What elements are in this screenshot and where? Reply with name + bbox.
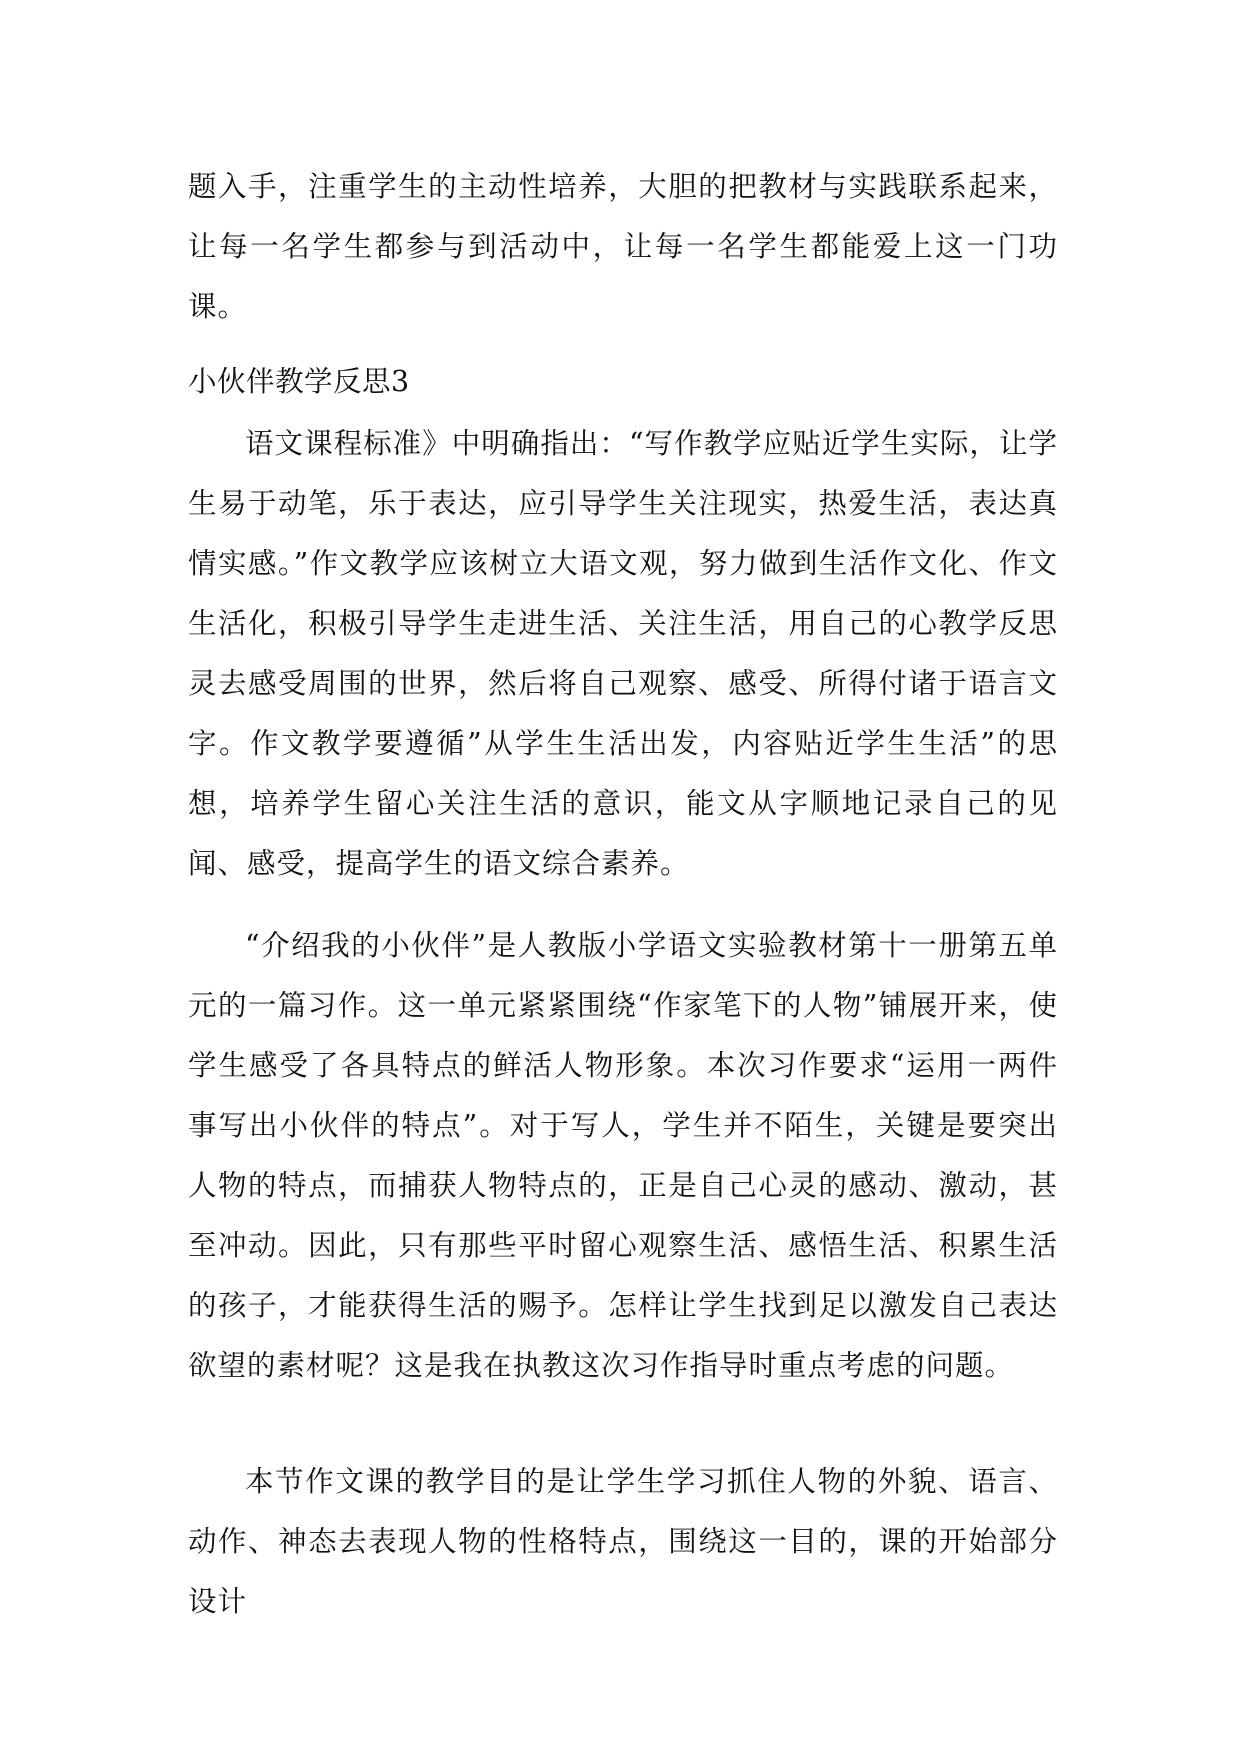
paragraph-3: 本节作文课的教学目的是让学生学习抓住人物的外貌、语言、动作、神态去表现人物的性格特点，围绕这一目的，课的开始部分设计 (188, 1465, 1058, 1618)
paragraph-2: “介绍我的小伙伴”是人教版小学语文实验教材第十一册第五单元的一篇习作。这一单元紧紧围绕“作家笔下的人物”铺展开来，使学生感受了各具特点的鲜活人物形象。本次习作要求“运用一两件事写出小伙伴的特点”。对于写人，学生并不陌生，关键是要突出人物的特点，而捕获人物特点的，正是自己心灵的感动、激动，甚至冲动。因此，只有那些平时留心观察生活、感悟生活、积累生活的孩子，才能获得生活的赐予。怎样让学生找到足以激发自己表达欲望的素材呢？这是我在执教这次习作指导时重点考虑的问题。 (188, 929, 1058, 1382)
paragraph-1: 语文课程标准》中明确指出：“写作教学应贴近学生实际，让学生易于动笔，乐于表达，应引导学生关注现实，热爱生活，表达真情实感。”作文教学应该树立大语文观，努力做到生活作文化、作文生活化，积极引导学生走进生活、关注生活，用自己的心教学反思灵去感受周围的世界，然后将自己观察、感受、所得付诸于语言文字。作文教学要遵循”从学生生活出发，内容贴近学生生活”的思想，培养学生留心关注生活的意识，能文从字顺地记录自己的见闻、感受，提高学生的语文综合素养。 (188, 427, 1058, 880)
intro-paragraph: 题入手，注重学生的主动性培养，大胆的把教材与实践联系起来，让每一名学生都参与到活动中，让每一名学生都能爱上这一门功课。 (188, 170, 1058, 323)
section-title: 小伙伴教学反思3 (188, 365, 410, 398)
